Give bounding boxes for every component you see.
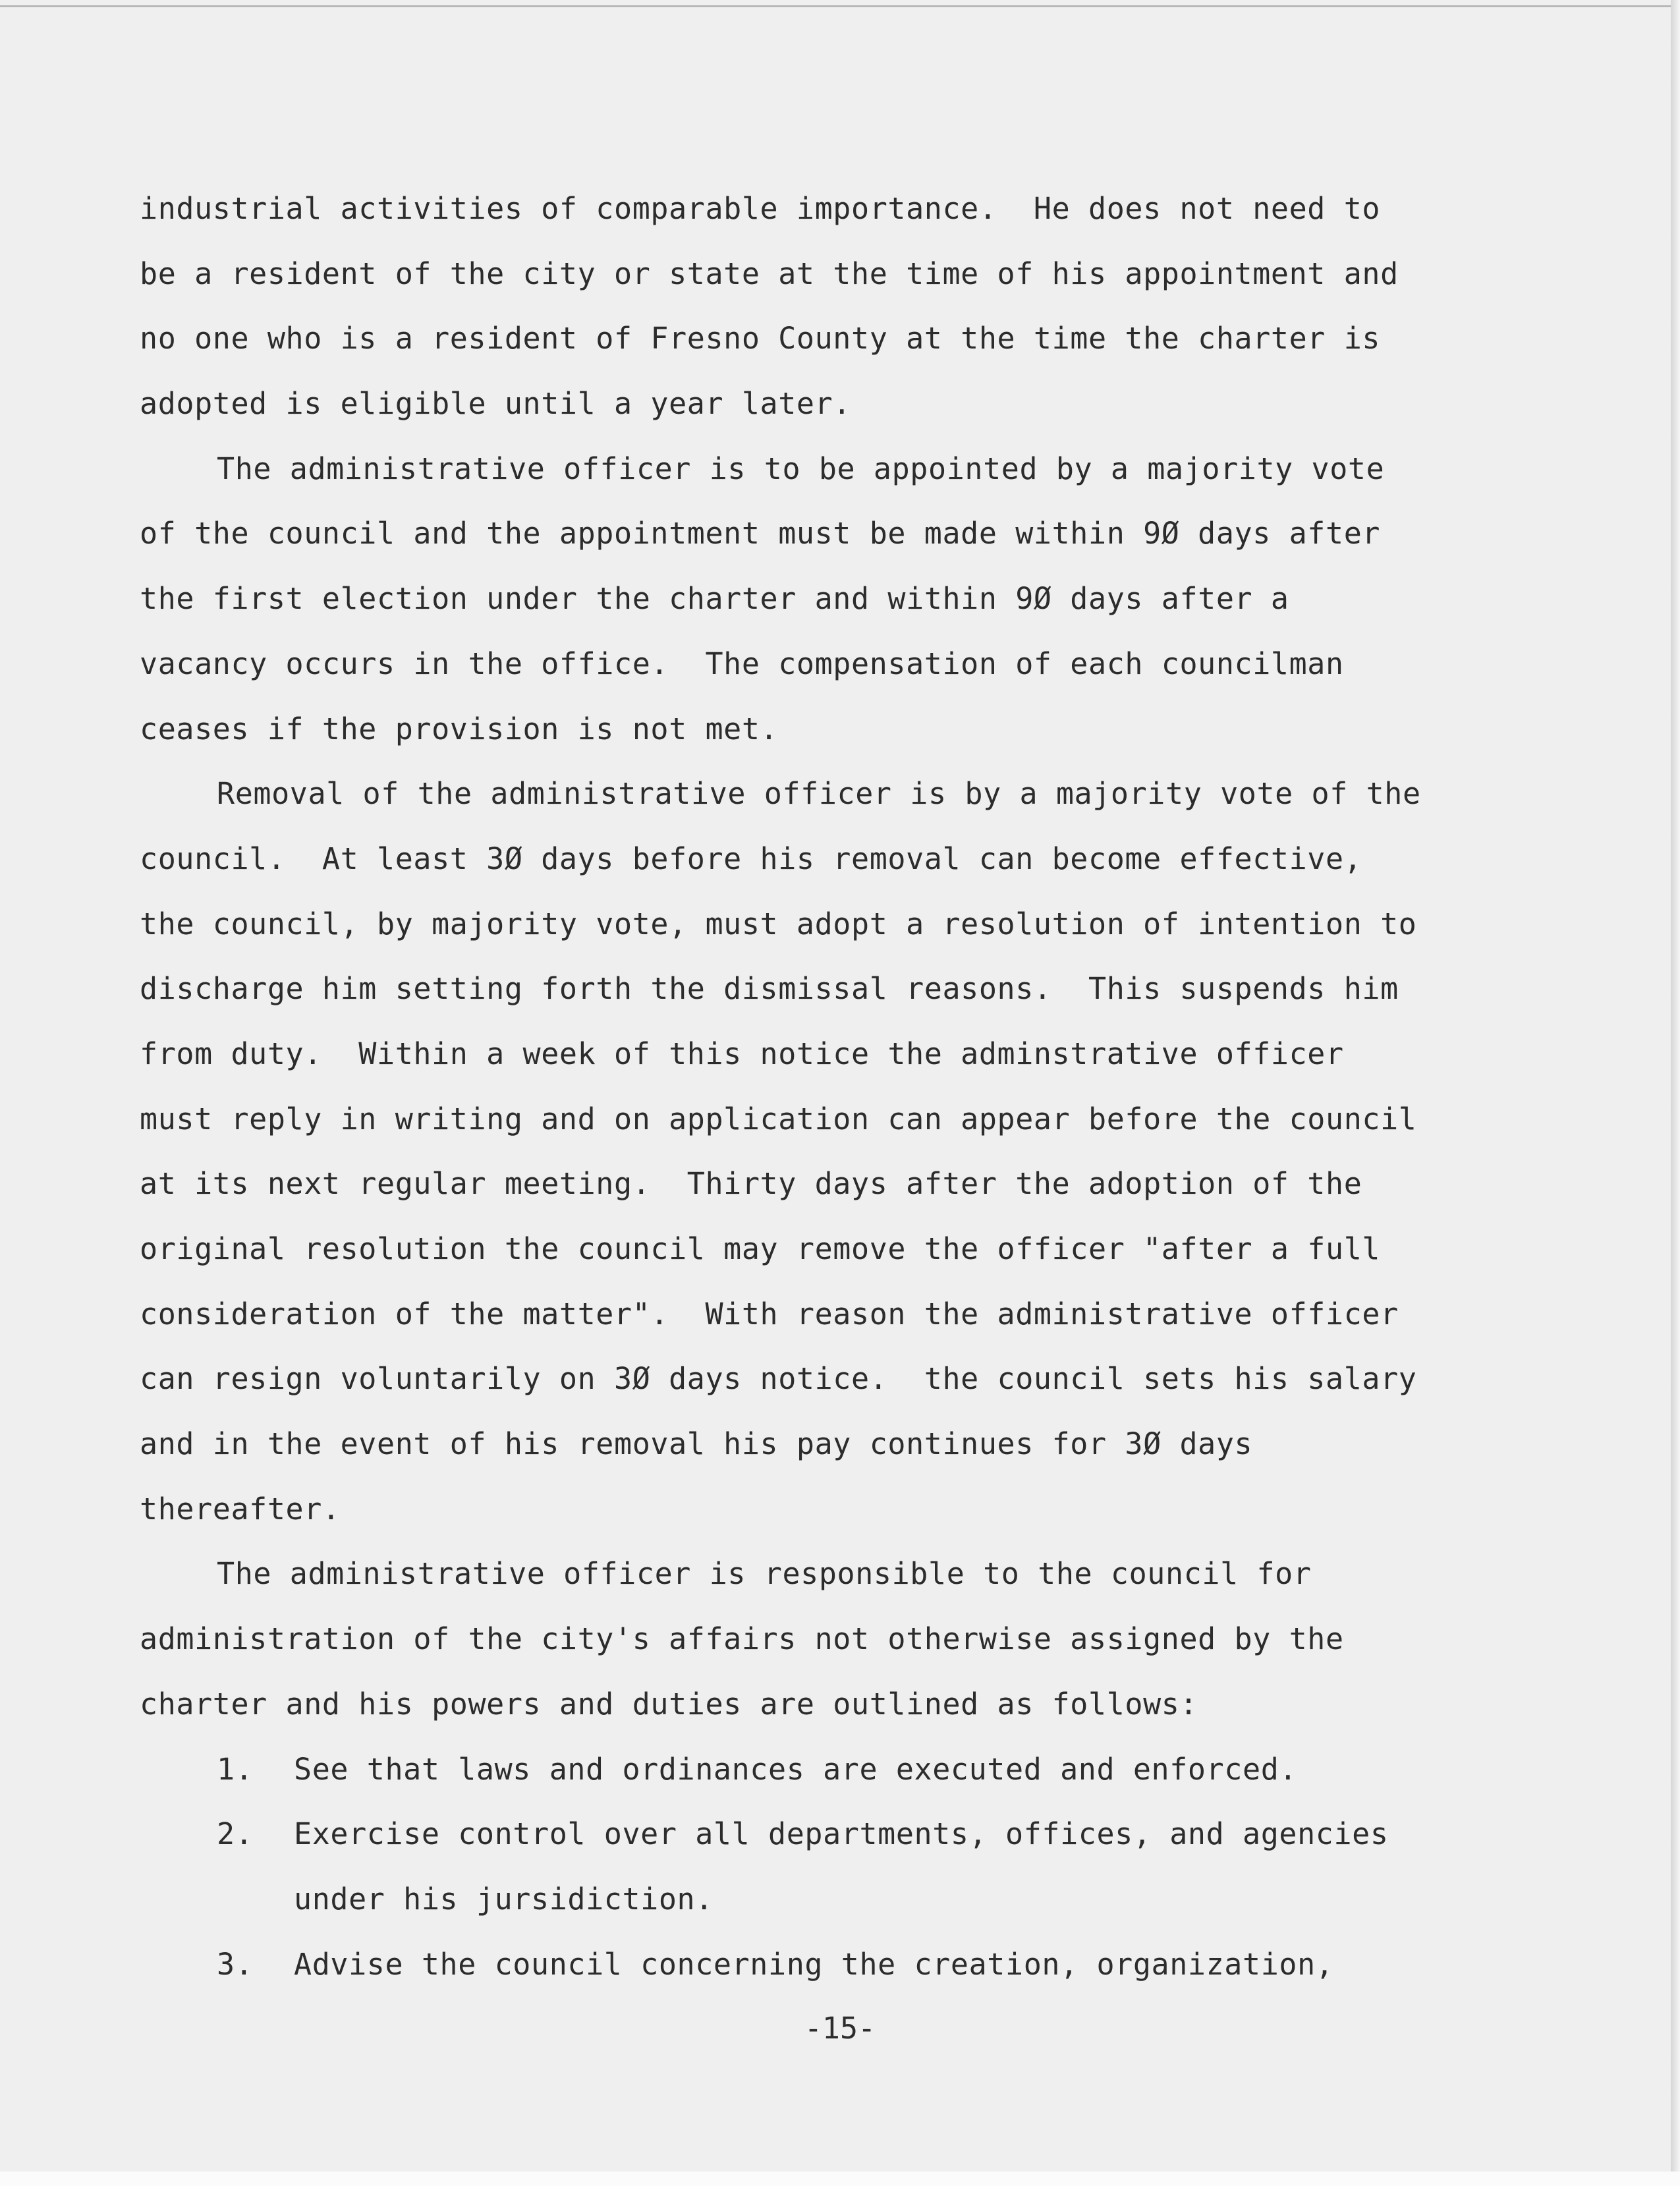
text-line: council. At least 3Ø days before his removal can become effective, [140,841,1362,876]
list-number: 2. [217,1816,254,1852]
list-number: 1. [217,1751,254,1787]
list-item [140,1932,1556,1998]
list-item-text: Exercise control over all departments, offices, and agencies [294,1816,1389,1852]
text-line: be a resident of the city or state at the time of his appointment and [140,256,1399,291]
text-line: thereafter. [140,1491,341,1527]
list-item [140,1737,1556,1803]
text-line: no one who is a resident of Fresno County at the time the charter is [140,321,1381,356]
text-line: the council, by majority vote, must adopt a resolution of intention to [140,906,1417,941]
page-right-edge [1671,0,1680,2186]
text-line: from duty. Within a week of this notice the adminstrative officer [140,1036,1344,1071]
text-line: adopted is eligible until a year later. [140,386,851,422]
paragraph [140,177,1556,437]
numbered-list [140,1737,1556,1998]
text-line: The administrative officer is responsible to the council for [217,1556,1312,1592]
paragraph [140,437,1556,762]
list-item-text: See that laws and ordinances are executed and enforced. [294,1751,1298,1787]
paragraph [140,762,1556,1542]
list-item [140,1802,1556,1867]
page-top-edge [0,5,1671,7]
text-line: must reply in writing and on application can appear before the council [140,1101,1417,1136]
text-line: industrial activities of comparable importance. He does not need to [140,191,1381,226]
text-line: ceases if the provision is not met. [140,711,779,746]
text-line: Removal of the administrative officer is by a majority vote of the [217,776,1421,812]
text-line: vacancy occurs in the office. The compensation of each councilman [140,646,1344,681]
text-line: consideration of the matter". With reason the administrative officer [140,1296,1399,1331]
text-line: charter and his powers and duties are outlined as follows: [140,1686,1198,1722]
text-line: original resolution the council may remove the officer "after a full [140,1231,1381,1266]
list-item-continuation: under his jursidiction. [294,1881,714,1917]
paragraph [140,1542,1556,1737]
text-line: at its next regular meeting. Thirty days after the adoption of the [140,1166,1362,1202]
text-line: can resign voluntarily on 3Ø days notice. the council sets his salary [140,1361,1417,1397]
body-text [140,177,1556,1997]
list-item-text: Advise the council concerning the creation, organization, [294,1946,1334,1982]
list-number: 3. [217,1946,254,1982]
text-line: The administrative officer is to be appointed by a majority vote [217,451,1385,486]
text-line: administration of the city's affairs not otherwise assigned by the [140,1621,1344,1657]
page-number: -15- [804,2011,876,2046]
page-bottom-edge [0,2172,1680,2186]
text-line: and in the event of his removal his pay continues for 3Ø days [140,1426,1253,1462]
text-line: discharge him setting forth the dismissal reasons. This suspends him [140,971,1399,1007]
text-line: the first election under the charter and within 9Ø days after a [140,581,1289,617]
text-line: of the council and the appointment must be made within 9Ø days after [140,516,1381,551]
